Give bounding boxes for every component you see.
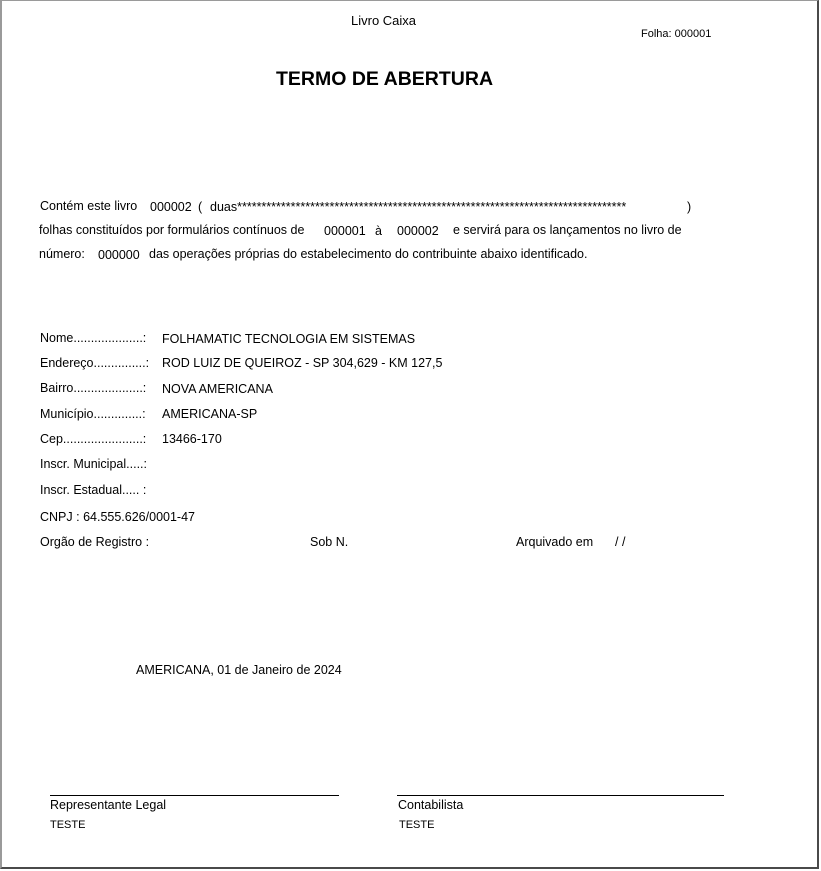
inscr-municipal-label: Inscr. Municipal.....: [40, 457, 147, 471]
right-signature-name: TESTE [399, 819, 435, 831]
nome-label: Nome....................: [40, 331, 147, 345]
sob-label: Sob N. [310, 535, 349, 549]
nome-value: FOLHAMATIC TECNOLOGIA EM SISTEMAS [162, 332, 416, 346]
book-number: 000002 [150, 200, 192, 214]
book-words: duas******************************************************************************** [210, 200, 627, 214]
left-signature-line [50, 795, 339, 796]
opening-line-2-suffix: e servirá para os lançamentos no livro de [453, 223, 682, 237]
orgao-label: Orgão de Registro : [40, 535, 150, 549]
sheet-to: 000002 [397, 224, 439, 238]
cnpj-value: 64.555.626/0001-47 [83, 510, 195, 524]
date-line: AMERICANA, 01 de Janeiro de 2024 [136, 663, 342, 677]
sheet-separator: à [375, 224, 382, 238]
arquivado-value: / / [615, 535, 626, 549]
cep-label: Cep.......................: [40, 432, 147, 446]
folha-label [641, 28, 711, 40]
right-signature-line [397, 795, 724, 796]
left-signature-name: TESTE [50, 819, 86, 831]
municipio-value: AMERICANA-SP [162, 407, 258, 421]
endereco-label: Endereço...............: [40, 356, 150, 370]
cnpj-line [40, 510, 195, 524]
cnpj-label: CNPJ : [40, 510, 80, 524]
cep-value: 13466-170 [162, 432, 222, 446]
opening-line-3-prefix: número: [39, 247, 85, 261]
opening-line-2-prefix: folhas constituídos por formulários contínuos de [39, 223, 305, 237]
arquivado-label: Arquivado em [516, 535, 594, 549]
left-signature-role: Representante Legal [50, 798, 167, 812]
inscr-estadual-label: Inscr. Estadual..... : [40, 483, 147, 497]
book-title: Livro Caixa [351, 13, 417, 28]
bairro-value: NOVA AMERICANA [162, 382, 273, 396]
folha-number: 000001 [674, 28, 712, 40]
opening-line-1-prefix: Contém este livro [40, 199, 138, 213]
page-title: TERMO DE ABERTURA [276, 68, 494, 90]
folha-label-text: Folha: [641, 28, 672, 40]
open-paren: ( [198, 200, 203, 214]
livro-numero: 000000 [98, 248, 140, 262]
right-signature-role: Contabilista [398, 798, 464, 812]
close-paren: ) [687, 200, 692, 214]
municipio-label: Município..............: [40, 407, 146, 421]
sheet-from: 000001 [324, 224, 366, 238]
opening-line-3-suffix: das operações próprias do estabelecimento do contribuinte abaixo identificado. [149, 247, 588, 261]
bairro-label: Bairro....................: [40, 381, 147, 395]
endereco-value: ROD LUIZ DE QUEIROZ - SP 304,629 - KM 127,5 [162, 356, 443, 370]
